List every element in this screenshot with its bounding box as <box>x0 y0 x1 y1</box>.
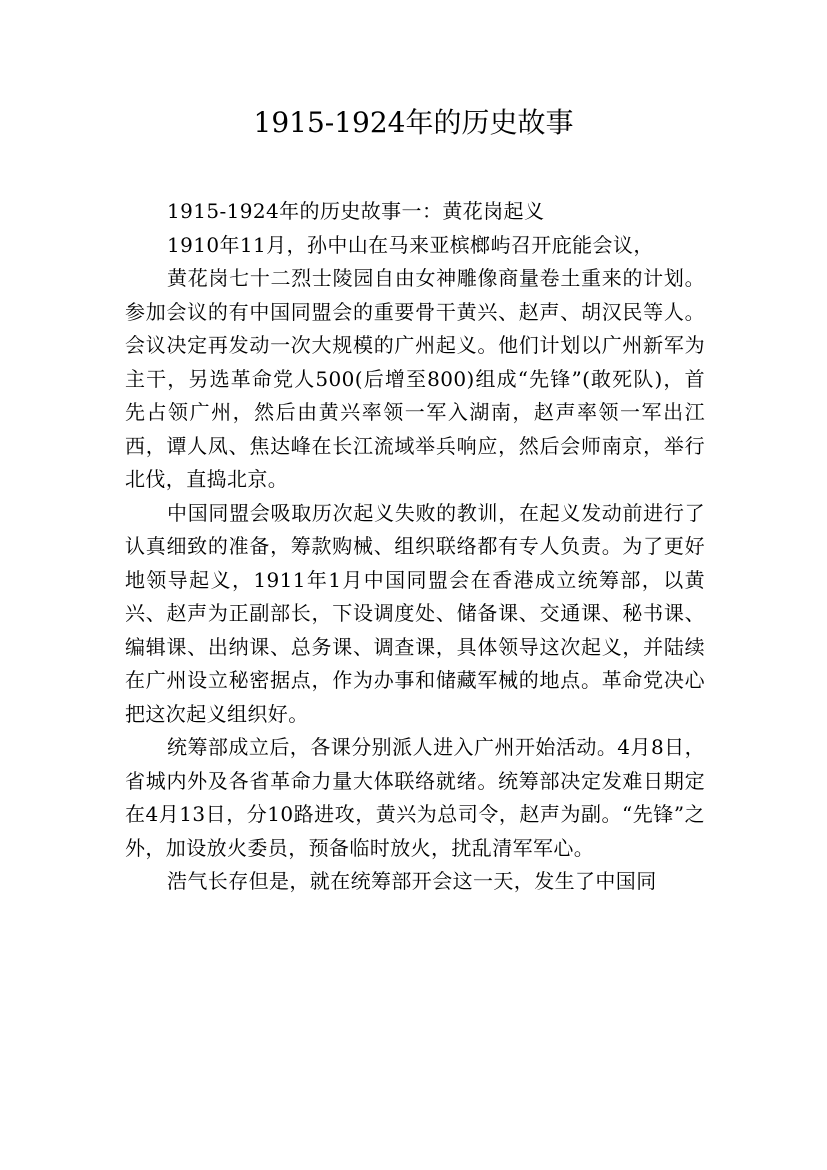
paragraph: 浩气长存但是，就在统筹部开会这一天，发生了中国同 <box>167 869 657 893</box>
paragraph-subtitle: 1915-1924年的历史故事一：黄花岗起义 <box>167 199 545 223</box>
paragraph: 1910年11月，孙中山在马来亚槟榔屿召开庇能会议， <box>167 232 654 257</box>
document-body <box>125 195 705 899</box>
document-title: 1915-1924年的历史故事 <box>253 106 574 139</box>
paragraph: 统筹部成立后，各课分别派人进入广州开始活动。4月8日，省城内外及各省革命力量大体联络就绪。统筹部决定发难日期定在4月13日，分10路进攻，黄兴为总司令，赵声为副。“先锋”之外，加设放火委员，预备临时放火，扰乱清军军心。 <box>125 735 705 860</box>
paragraph: 黄花岗七十二烈士陵园自由女神雕像商量卷土重来的计划。参加会议的有中国同盟会的重要骨干黄兴、赵声、胡汉民等人。会议决定再发动一次大规模的广州起义。他们计划以广州新军为主干，另选革命党人500(后增至800)组成“先锋”(敢死队)，首先占领广州，然后由黄兴率领一军入湖南，赵声率领一军出江西，谭人凤、焦达峰在长江流域举兵响应，然后会师南京，举行北伐，直捣北京。 <box>125 266 705 491</box>
paragraph: 中国同盟会吸取历次起义失败的教训，在起义发动前进行了认真细致的准备，筹款购械、组织联络都有专人负责。为了更好地领导起义，1911年1月中国同盟会在香港成立统筹部，以黄兴、赵声为正副部长，下设调度处、储备课、交通课、秘书课、编辑课、出纳课、总务课、调查课，具体领导这次起义，并陆续在广州设立秘密据点，作为办事和储藏军械的地点。革命党决心把这次起义组织好。 <box>125 500 705 726</box>
